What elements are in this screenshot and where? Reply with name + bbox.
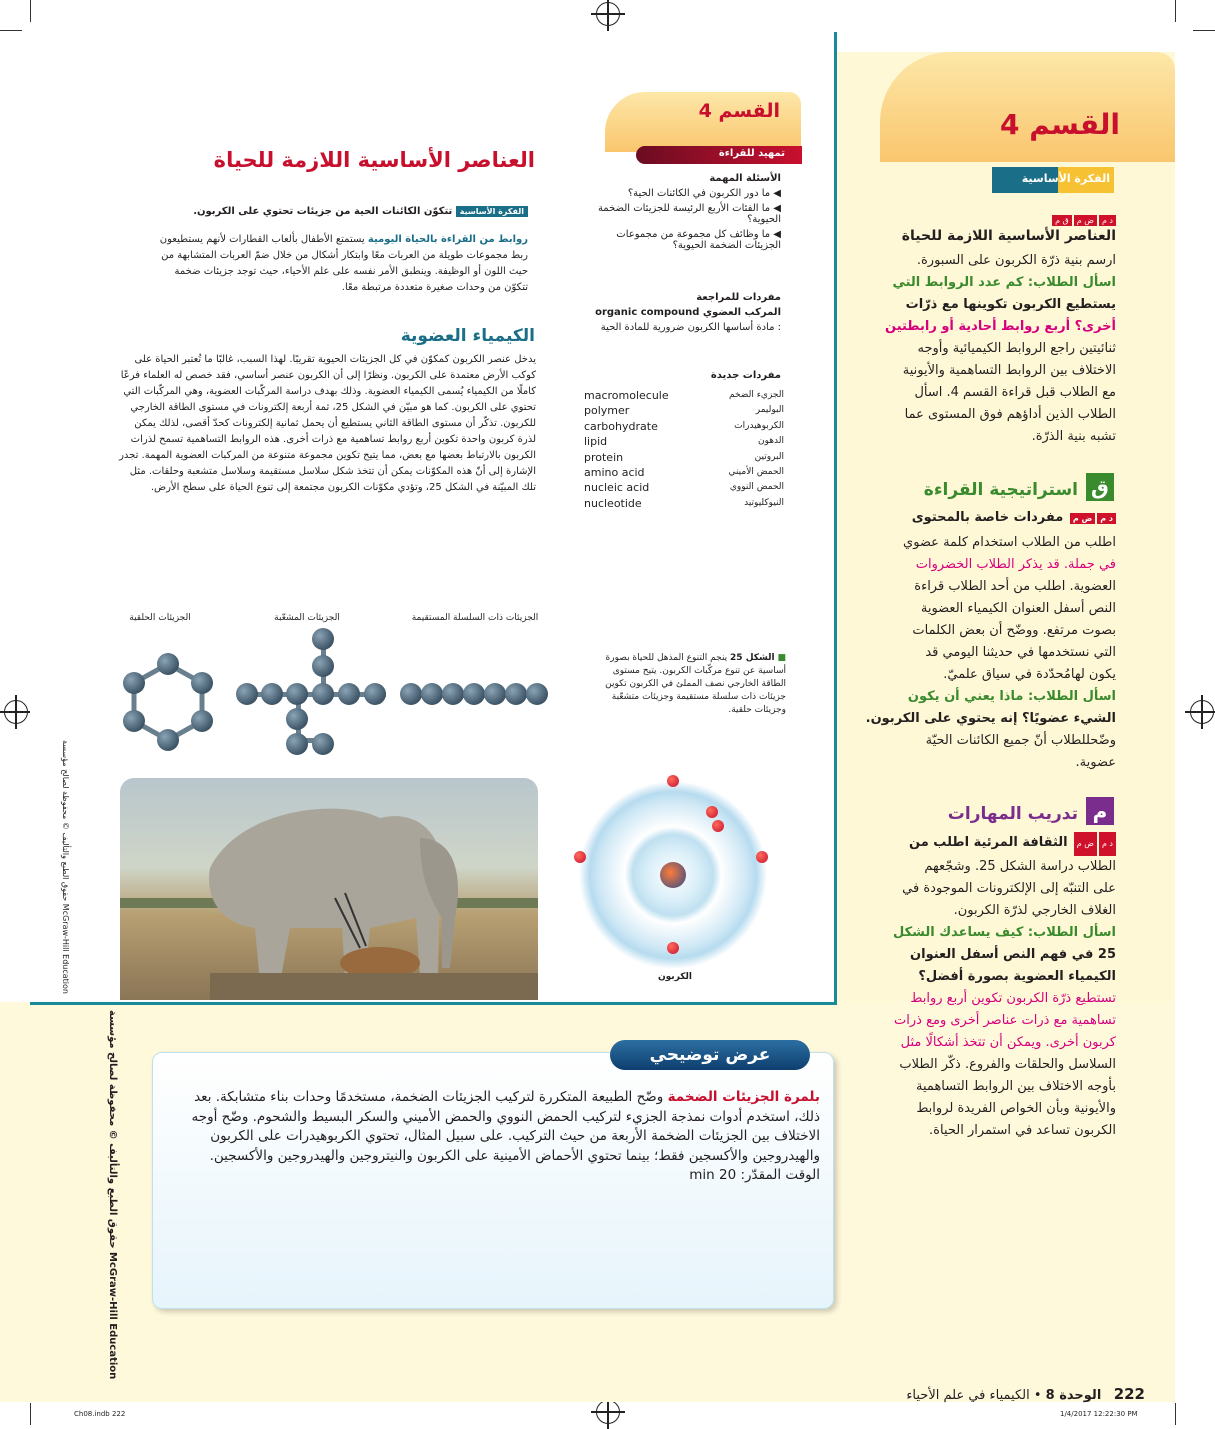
- vocab-row: nucleic acid الحمض النووي: [584, 481, 784, 495]
- skill-practice-body: د مض م الثقافة المرئية اطلب من الطلاب دراسة الشكل 25. وشجّعهم على التنبّه إلى الإلكترونات الموجودة في الغلاف الخارجي لذرّة الكربون. اسأل الطلاب: كيف يساعدك الشكل 25 في فهم النص أسفل العنوان الكيمياء العضوية بصورة أفضل؟ تستطيع ذرّة الكربون تكوين أربع روابط تساهمية مع ذرات عناصر أخرى ومع ذرات كربون أخرى. ويمكن أن تتخذ أشكالًا مثل السلاسل والحلقات والفروع. ذكّر الطلاب بأوجه الاختلاف بين الروابط التساهمية والأيونية وبأن الخواص الفريدة لروابط الكربون تساعد في استمرار الحياة.: [850, 832, 1116, 1142]
- student-page-title: العناصر الأساسية اللازمة للحياة: [213, 148, 535, 172]
- registration-mark-left: [4, 700, 28, 724]
- vocab-row: amino acid الحمض الأميني: [584, 466, 784, 480]
- vocab-row: lipid الدهون: [584, 435, 784, 449]
- organic-chemistry-text: يدخل عنصر الكربون كمكوّن في كل الجزيئات الحيوية تقريبًا. لهذا السبب، غالبًا ما تُعتبر الحياة على كوكب الأرض معتمدة على الكربون. ونظرًا إلى أن الكربون عنصر أساسي، فقد خصص له العلماء فرعًا كاملًا من الكيمياء يُسمى الكيمياء العضوية. وذلك بهدف دراسة المركّبات العضوية، وهي المركّبات التي تحتوي على الكربون. كما هو مبيّن في الشكل 25، ثمة أربعة إلكترونات في مستوى الطاقة الخارجي للكربون. تذكّر أن مستوى الطاقة الثاني يستطيع أن يحمل ثمانية إلكترونات كحدّ أقصى، لذلك يمكن لذرة كربون واحدة تكوين أربع روابط تساهمية مع ذرات أخرى. هذه الروابط التساهمية تسمح لذرات الكربون بالارتباط بعضها مع بعض، مما يتيح تكوين مجموعة متنوعة من المركبات العضوية المهمة. تجدر الإشارة إلى أنّ هذه المكوّنات يمكن أن تتخذ شكل سلاسل مستقيمة وسلاسل متشعبة وحلقات. مثل تلك المبيّنة في الشكل 25، وتؤدي مكوّنات الكربون مجتمعة إلى تنوع الحياة على سطح الأرض.: [119, 354, 536, 493]
- skill-practice-icon: م: [1086, 797, 1114, 825]
- slug-right: 1/4/2017 12:22:30 PM: [1060, 1410, 1138, 1418]
- student-section-label: القسم 4: [698, 100, 780, 122]
- vocab-row: macromolecule الجزيء الضخم: [584, 389, 784, 402]
- copyright-student: حقوق الطبع والتأليف © محفوظة لصالح مؤسسة McGraw-Hill Education: [61, 740, 70, 994]
- new-vocab-list: [584, 388, 784, 511]
- copyright-teacher: حقوق الطبع والتأليف © محفوظة لصالح مؤسسة McGraw-Hill Education: [107, 1010, 118, 1380]
- student-main-idea: الفكرة الأساسية تتكوّن الكائنات الحية من جزيئات تحتوي على الكربون.: [150, 206, 528, 217]
- section-tab-margin: [880, 52, 1175, 162]
- vocab-row: carbohydrate الكربوهيدرات: [584, 419, 784, 433]
- new-vocab-heading: مفردات جديدة: [710, 370, 781, 381]
- organic-chemistry-heading: الكيمياء العضوية: [400, 326, 535, 346]
- margin-section-label: القسم 4: [1000, 108, 1120, 141]
- carbon-atom-diagram: [578, 780, 768, 970]
- elephant-photo: [120, 778, 538, 1000]
- reading-strategy-body: اطلب من الطلاب استخدام كلمة عضوي في جملة. قد يذكر الطلاب الخضروات العضوية. اطلب من أحد الطلاب قراءة النص أسفل العنوان الكيمياء العضوية بصوت مرتفع. ووضّح أن بعض الكلمات التي نستخدمها في حديثنا اليومي قد يكون لهامُحدّدة في سياق علميّ. اسأل الطلاب: ماذا يعني أن يكون الشيء عضويًا؟ إنه يحتوي على الكربون. وضّحللطلاب أنّ جميع الكائنات الحيّة عضوية.: [865, 535, 1116, 770]
- margin-main-idea-body: ارسم بنية ذرّة الكربون على السبورة. اسأل الطلاب: كم عدد الروابط التي يستطيع الكربون تكوينها مع ذرّات أخرى؟ أربع روابط أحادية أو رابطتين ثنائيتين راجع الروابط الكيميائية وأوجه الاختلاف بين الروابط التساهمية والأيونية مع الطلاب قبل قراءة القسم 4. اسأل الطلاب الذين أداؤهم فوق المستوى عما تشبه بنية الذرّة.: [885, 253, 1116, 444]
- registration-mark-right: [1190, 700, 1214, 724]
- straight-chain-molecule: [400, 683, 550, 707]
- real-world-paragraph: روابط من القراءة بالحياة اليومية يستمتع الأطفال بألعاب القطارات لأنهم يستطيعون ربط مجموعات طويلة من العربات معًا وابتكار أشكال من خلال ضمّ العربات المتشابهة من حيث اللون أو الوظيفة. وينطبق الأمر نفسه على علم الأحياء، حيث توجد جزيئات ضخمة تتكوّن من وحدات صغيرة متعددة مرتبطة معًا.: [159, 234, 528, 293]
- registration-mark-bottom: [596, 1400, 620, 1424]
- vocab-row: nucleotide النيوكليوتيد: [584, 496, 784, 510]
- review-vocabulary: مفردات للمراجعة المركب العضوي organic compound : مادة أساسها الكربون ضرورية للمادة الحية: [595, 292, 781, 333]
- reading-preview-label: تمهيد للقراءة: [718, 148, 785, 159]
- slug-left: Ch08.indb 222: [74, 1410, 126, 1418]
- carbon-label: الكربون: [657, 972, 692, 982]
- demonstration-tab: عرض توضيحي: [610, 1040, 810, 1070]
- reading-strategy-title: استراتيجية القراءة: [923, 480, 1078, 500]
- figure-25-caption: ■ الشكل 25 ينجم التنوع المذهل للحياة بصورة أساسية عن تنوع مركّبات الكربون. يتيح مستوى الطاقة الخارجي نصف المملئ في الكربون تكوين جزيئات ذات سلسلة مستقيمة وجزيئات متشعّبة وجزيئات حلقية.: [605, 653, 786, 715]
- registration-mark-top: [596, 2, 620, 26]
- margin-main-idea-title: العناصر الأساسية اللازمة للحياة: [901, 228, 1116, 244]
- branched-molecule: [236, 628, 396, 768]
- branched-label: الجزيئات المشعّبة: [274, 613, 340, 623]
- level-badges: د مض مق م: [1030, 208, 1116, 227]
- page-footer: 222 الوحدة 8 • الكيمياء في علم الأحياء: [906, 1385, 1145, 1403]
- reading-strategy-icon: ق: [1086, 473, 1114, 501]
- ring-molecule: [118, 650, 218, 750]
- vocab-row: polymer البوليمر: [584, 404, 784, 418]
- straight-chain-label: الجزيئات ذات السلسلة المستقيمة: [411, 613, 539, 623]
- ring-label: الجزيئات الحلقية: [129, 613, 191, 623]
- demonstration-text: بلمرة الجزيئات الضخمة وضّح الطبيعة المتكررة لتركيب الجزيئات الضخمة، مستخدمًا وحدات بناء متشابكة. بعد ذلك، استخدم أدوات نمذجة الجزيء لتركيب الحمض النووي والحمض الأميني والسكر البسيط والشحوم. وضّح أوجه الاختلاف بين الجزيئات الضخمة الأربعة من حيث التركيب. على سبيل المثال، تحتوي الكربوهيدرات على الكربون والهيدروجين والأكسجين فقط؛ بينما تحتوي الأحماض الأمينية على الكربون والنيتروجين والهيدروجين والأكسجين. الوقت المقدّر: 20 min: [191, 1089, 820, 1183]
- reading-strategy-subtitle: د مض م مفردات خاصة بالمحتوى: [850, 510, 1116, 525]
- vocab-row: protein البروتين: [584, 450, 784, 464]
- margin-main-idea-badge: الفكرة الأساسية: [992, 167, 1114, 193]
- nucleus: [660, 862, 686, 888]
- essential-questions: الأسئلة المهمة ◀ ما دور الكربون في الكائنات الحية؟ ◀ ما الفئات الأربع الرئيسة للجزيئات الضخمة الحيوية؟ ◀ ما وظائف كل مجموعة من مجموعات الجزيئات الضخمة الحيوية؟: [597, 173, 781, 251]
- skill-practice-title: تدريب المهارات: [947, 804, 1078, 824]
